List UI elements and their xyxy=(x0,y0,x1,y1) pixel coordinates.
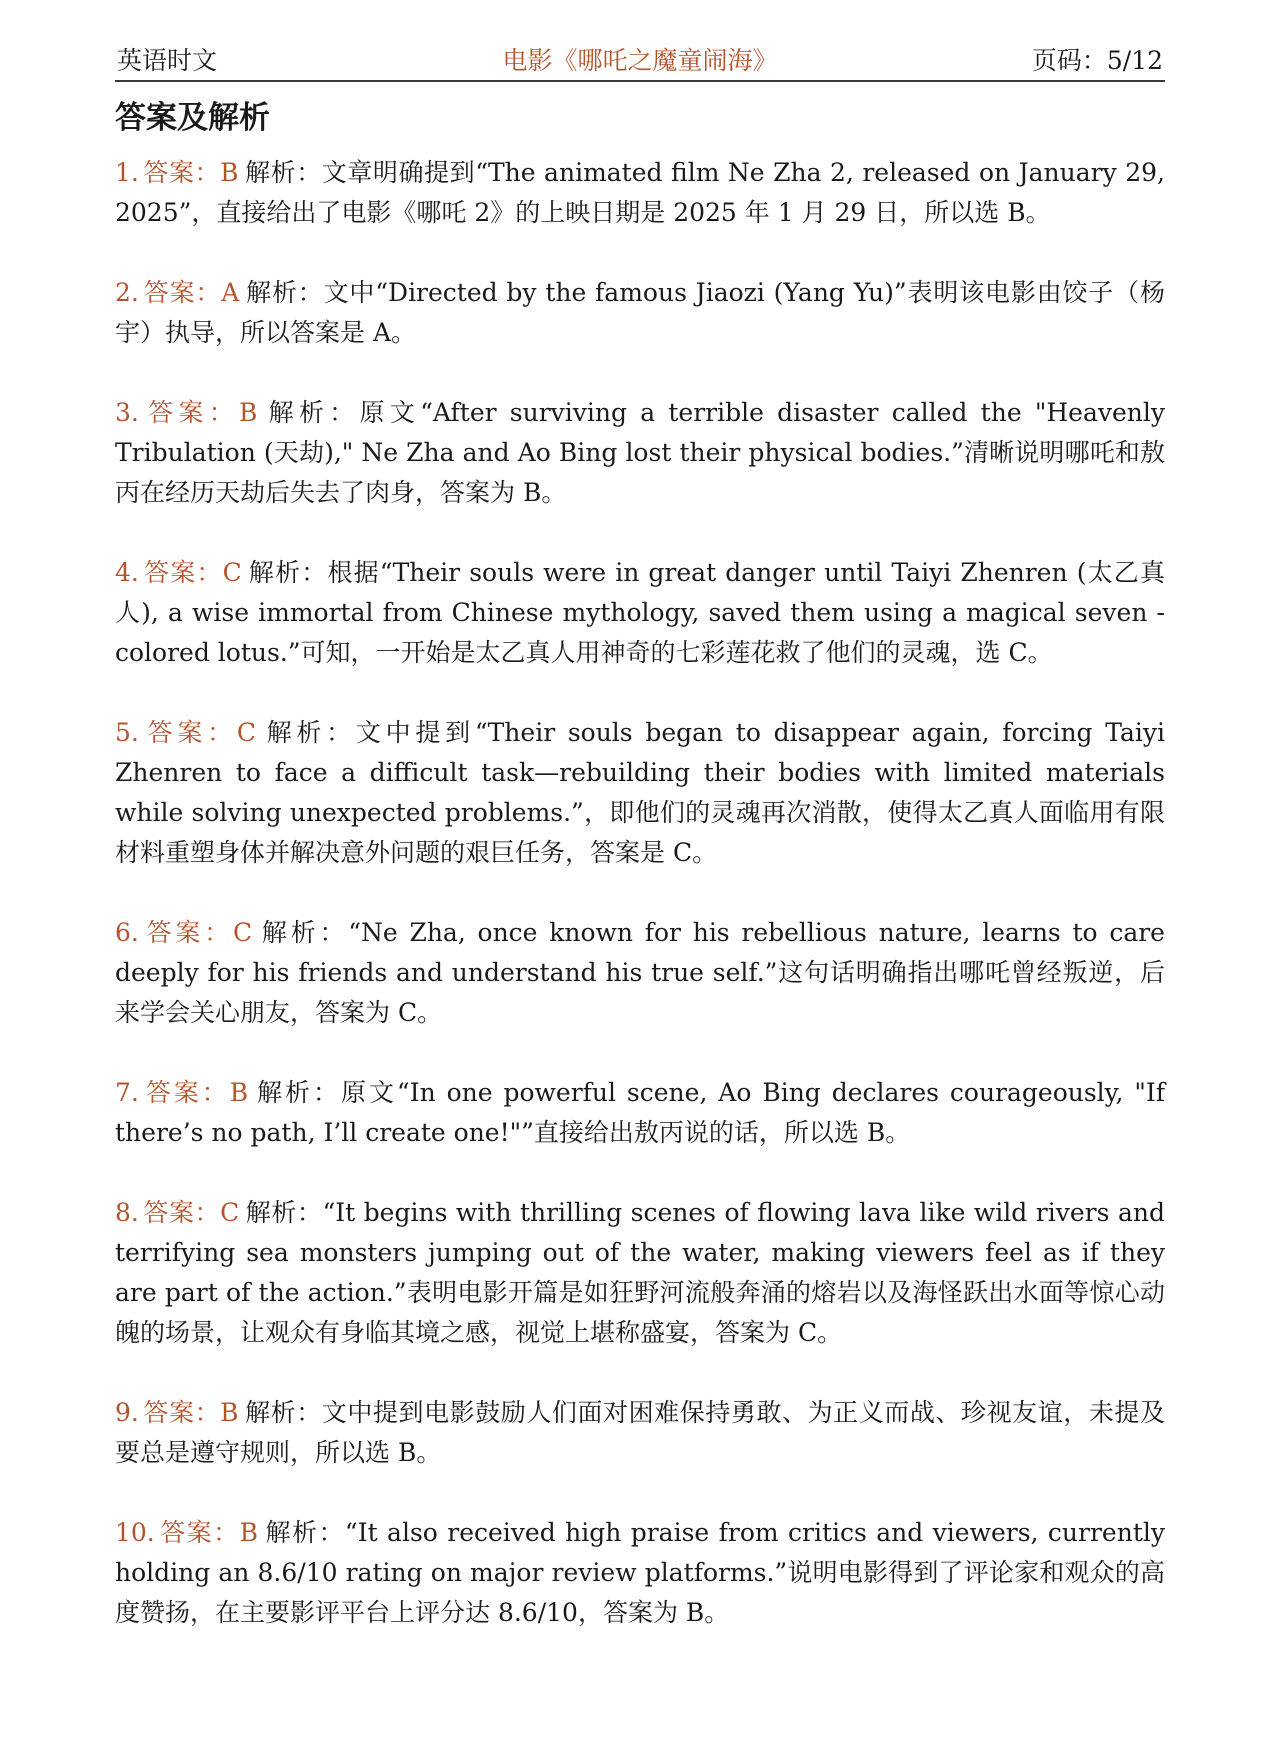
analysis-label: 解析： xyxy=(264,1518,345,1547)
answer-choice: B xyxy=(239,398,258,427)
answer-label: 答案： xyxy=(142,558,223,587)
answer-number: 7. xyxy=(115,1078,139,1107)
answer-number: 6. xyxy=(115,918,139,947)
answer-label: 答案： xyxy=(142,1398,221,1427)
analysis-label: 解析： xyxy=(261,718,356,747)
analysis-label: 解析： xyxy=(245,278,324,307)
analysis-text: “Ne Zha, once known for his rebellious nature, learns to care deeply for his friends and understand his true self.”这句话明确指出哪吒曾经叛逆，后来学会关心朋友，答案为 C。 xyxy=(115,918,1165,1027)
answer-choice: C xyxy=(222,558,242,587)
section-title: 答案及解析 xyxy=(115,100,270,136)
answer-choice: C xyxy=(233,918,253,947)
answer-label: 答案： xyxy=(142,1078,230,1107)
answer-number: 5. xyxy=(115,718,139,747)
analysis-text: 原文“After surviving a terrible disaster called the "Heavenly Tribulation (天劫)," Ne Zha and Ao Bing lost their physical bodies.”清晰说明哪吒和敖丙在经历天劫后失去了肉身，答案为 B。 xyxy=(115,398,1165,507)
answer-choice: A xyxy=(221,278,240,307)
header-page-number: 页码：5/12 xyxy=(1031,46,1163,75)
answer-item xyxy=(115,553,1165,673)
analysis-label: 解析： xyxy=(254,1078,341,1107)
analysis-text: 文中“Directed by the famous Jiaozi (Yang Yu)”表明该电影由饺子（杨宇）执导，所以答案是 A。 xyxy=(115,278,1165,347)
answer-list xyxy=(115,153,1165,1673)
answer-number: 8. xyxy=(115,1198,139,1227)
header-title: 电影《哪吒之魔童闹海》 xyxy=(502,46,778,75)
answer-label: 答案： xyxy=(142,278,222,307)
analysis-label: 解析： xyxy=(244,1398,322,1427)
answer-item xyxy=(115,1073,1165,1153)
analysis-text: “It also received high praise from critics and viewers, currently holding an 8.6/10 rating on major review platforms.”说明电影得到了评论家和观众的高度赞扬，在主要影评平台上评分达 8.6/10，答案为 B。 xyxy=(115,1518,1165,1627)
answer-number: 10. xyxy=(115,1518,155,1547)
answer-choice: C xyxy=(220,1198,240,1227)
answer-item xyxy=(115,273,1165,353)
answer-item xyxy=(115,153,1165,233)
answer-choice: B xyxy=(220,158,239,187)
answer-number: 9. xyxy=(115,1398,139,1427)
answer-item xyxy=(115,1393,1165,1473)
answer-number: 3. xyxy=(115,398,139,427)
analysis-label: 解析： xyxy=(258,918,349,947)
answer-choice: B xyxy=(229,1078,249,1107)
answer-item xyxy=(115,1193,1165,1353)
analysis-text: 原文“In one powerful scene, Ao Bing declares courageously, "If there’s no path, I’ll create one!"”直接给出敖丙说的话，所以选 B。 xyxy=(115,1078,1165,1147)
answer-label: 答案： xyxy=(158,1518,240,1547)
answer-item xyxy=(115,713,1165,873)
answer-number: 2. xyxy=(115,278,139,307)
analysis-label: 解析： xyxy=(245,1198,323,1227)
analysis-text: 文中提到电影鼓励人们面对困难保持勇敢、为正义而战、珍视友谊，未提及要总是遵守规则，所以选 B。 xyxy=(115,1398,1165,1467)
answer-label: 答案： xyxy=(142,398,240,427)
answer-choice: C xyxy=(236,718,256,747)
analysis-label: 解析： xyxy=(244,158,322,187)
answer-choice: B xyxy=(239,1518,259,1547)
analysis-label: 解析： xyxy=(263,398,360,427)
answer-label: 答案： xyxy=(142,718,237,747)
answer-label: 答案： xyxy=(142,918,233,947)
analysis-text: 文中提到“Their souls began to disappear again, forcing Taiyi Zhenren to face a difficult task—rebuilding their bodies with limited materials while solving unexpected problems.”，即他们的灵魂再次消散，使得太乙真人面临用有限材料重塑身体并解决意外问题的艰巨任务，答案是 C。 xyxy=(115,718,1165,867)
answer-label: 答案： xyxy=(142,1198,221,1227)
analysis-text: 文章明确提到“The animated film Ne Zha 2, released on January 29, 2025”，直接给出了电影《哪吒 2》的上映日期是 2025 年 1 月 29 日，所以选 B。 xyxy=(115,158,1165,227)
page-header xyxy=(115,40,1165,82)
header-subject: 英语时文 xyxy=(117,46,218,75)
answer-item xyxy=(115,913,1165,1033)
answer-choice: B xyxy=(220,1398,239,1427)
analysis-label: 解析： xyxy=(247,558,328,587)
answer-item xyxy=(115,1513,1165,1633)
analysis-text: “It begins with thrilling scenes of flowing lava like wild rivers and terrifying sea monsters jumping out of the water, making viewers feel as if they are part of the action.”表明电影开篇是如狂野河流般奔涌的熔岩以及海怪跃出水面等惊心动魄的场景，让观众有身临其境之感，视觉上堪称盛宴，答案为 C。 xyxy=(115,1198,1165,1347)
answer-number: 4. xyxy=(115,558,139,587)
answer-number: 1. xyxy=(115,158,139,187)
analysis-text: 根据“Their souls were in great danger until Taiyi Zhenren (太乙真人), a wise immortal from Chinese mythology, saved them using a magical seven - colored lotus.”可知，一开始是太乙真人用神奇的七彩莲花救了他们的灵魂，选 C。 xyxy=(115,558,1165,667)
answer-item xyxy=(115,393,1165,513)
answer-label: 答案： xyxy=(142,158,221,187)
